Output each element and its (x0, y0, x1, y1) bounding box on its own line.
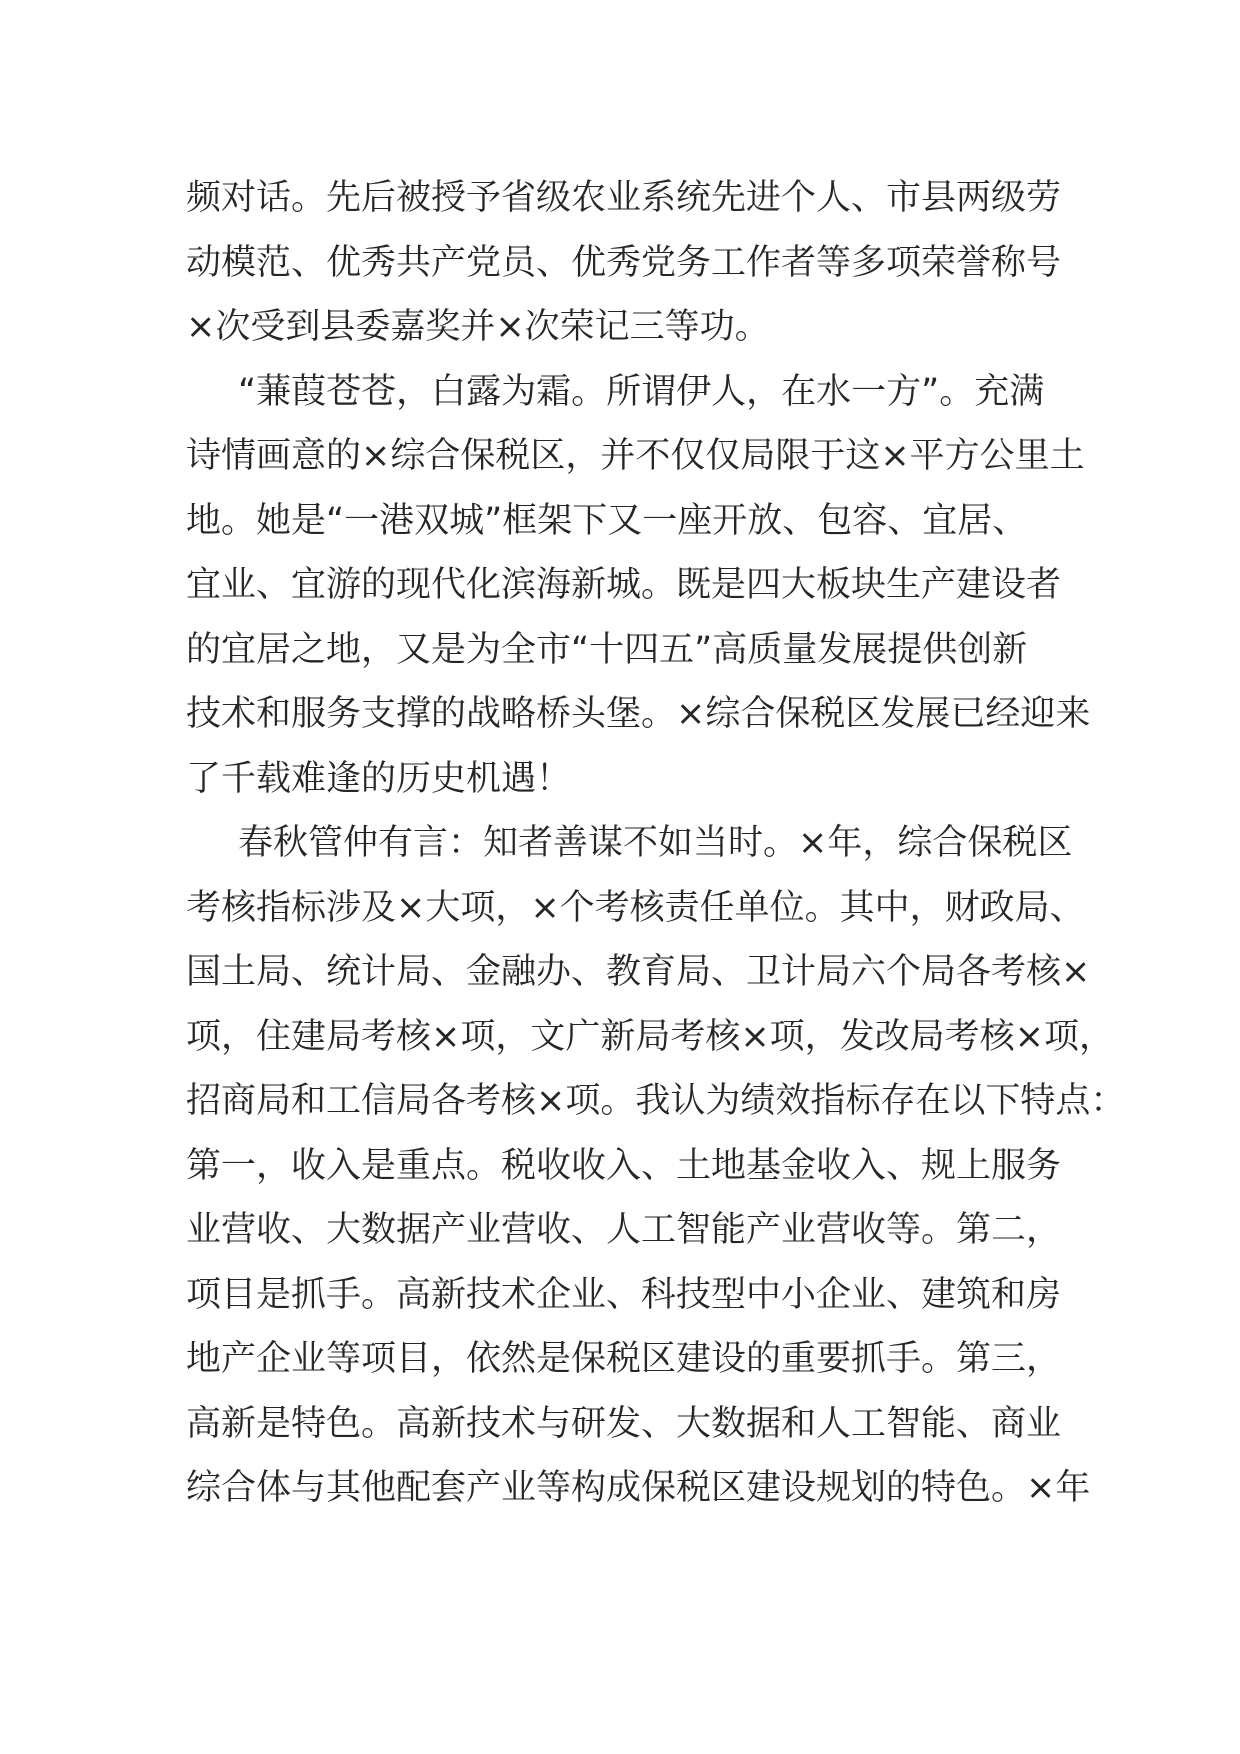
paragraph-line: 项，住建局考核×项，文广新局考核×项，发改局考核×项， (186, 1016, 1114, 1057)
paragraph-3 (186, 811, 1126, 1521)
paragraph-line: 国土局、统计局、金融办、教育局、卫计局六个局各考核× (186, 952, 1091, 992)
paragraph-2 (186, 360, 1091, 812)
paragraph-line: 高新是特色。高新技术与研发、大数据和人工智能、商业 (186, 1403, 1062, 1444)
paragraph-first-line: 春秋管仲有言：知者善谋不如当时。×年，综合保税区 (238, 823, 1073, 863)
paragraph-line: 综合体与其他配套产业等构成保税区建设规划的特色。×年 (186, 1468, 1091, 1508)
paragraph-line: 的宜居之地，又是为全市“十四五”高质量发展提供创新 (186, 629, 1028, 670)
paragraph-line: 项目是抓手。高新技术企业、科技型中小企业、建筑和房 (186, 1274, 1062, 1315)
document-page (186, 166, 1126, 1521)
paragraph-line: 诗情画意的×综合保税区，并不仅仅局限于这×平方公里土 (186, 436, 1085, 476)
paragraph-line: 地。她是“一港双城”框架下又一座开放、包容、宜居、 (186, 500, 1028, 541)
paragraph-line: 第一，收入是重点。税收收入、土地基金收入、规上服务 (186, 1145, 1062, 1186)
paragraph-line: 频对话。先后被授予省级农业系统先进个人、市县两级劳 (186, 178, 1062, 218)
paragraph-line: 动模范、优秀共产党员、优秀党务工作者等多项荣誉称号 (186, 242, 1062, 283)
paragraph-first-line: “蒹葭苍苍，白露为霜。所谓伊人，在水一方”。充满 (238, 371, 1045, 412)
paragraph-line: 考核指标涉及×大项，×个考核责任单位。其中，财政局、 (186, 887, 1085, 928)
paragraph-line: 了千载难逢的历史机遇！ (186, 758, 572, 799)
paragraph-line: ×次受到县委嘉奖并×次荣记三等功。 (186, 307, 770, 347)
paragraph-line: 招商局和工信局各考核×项。我认为绩效指标存在以下特点： (186, 1081, 1126, 1121)
paragraph-line: 宜业、宜游的现代化滨海新城。既是四大板块生产建设者 (186, 565, 1062, 605)
paragraph-line: 业营收、大数据产业营收、人工智能产业营收等。第二， (186, 1210, 1062, 1250)
paragraph-line: 技术和服务支撑的战略桥头堡。×综合保税区发展已经迎来 (186, 694, 1091, 734)
paragraph-1 (186, 166, 1066, 360)
paragraph-line: 地产企业等项目，依然是保税区建设的重要抓手。第三， (186, 1339, 1062, 1379)
